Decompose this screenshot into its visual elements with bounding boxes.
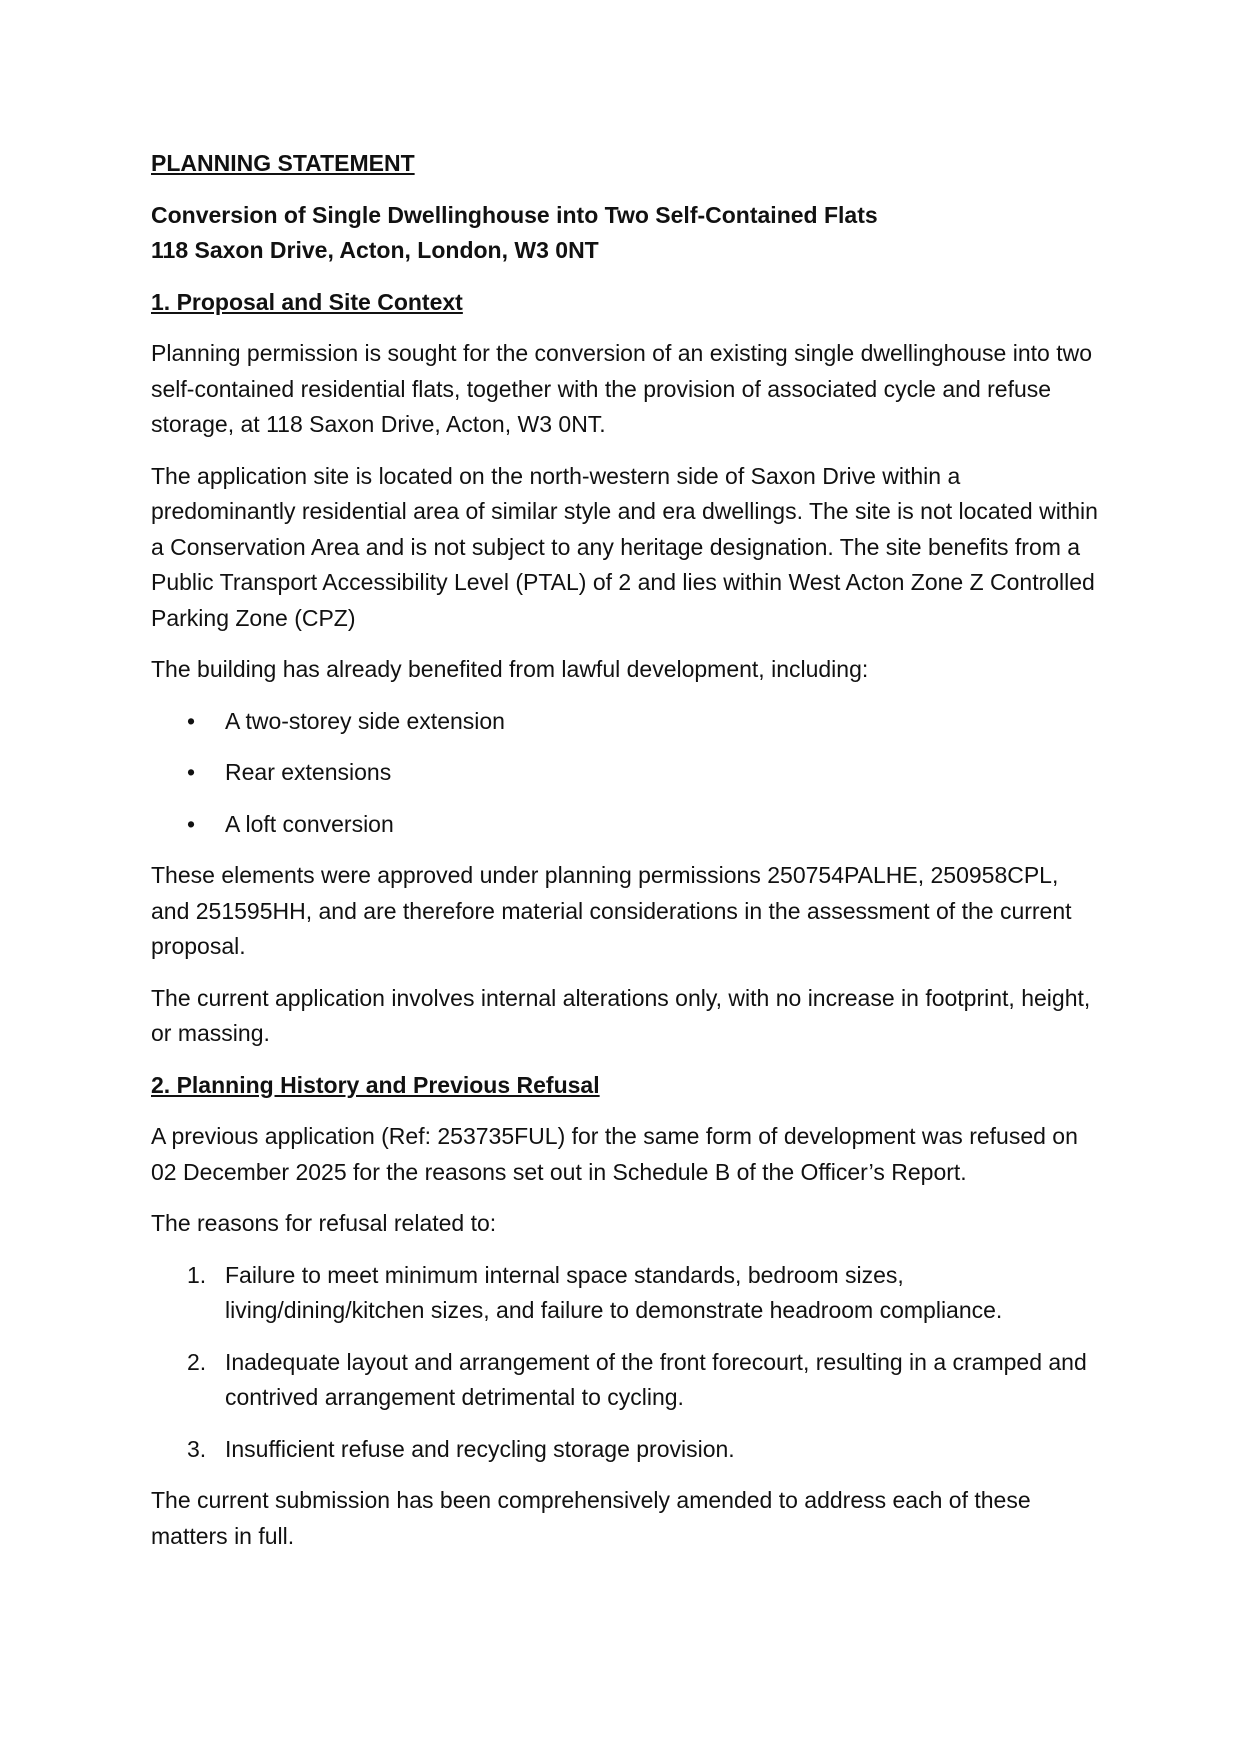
paragraph: The reasons for refusal related to: <box>151 1210 497 1236</box>
subtitle-proposal: Conversion of Single Dwellinghouse into Two Self-Contained Flats <box>151 201 878 228</box>
list-item-text: A loft conversion <box>225 810 394 837</box>
list-number: 2. <box>187 1348 207 1375</box>
list-item <box>151 807 1101 843</box>
paragraph: The current application involves internal alterations only, with no increase in footprint, height, or massing. <box>151 984 1091 1046</box>
bullet-icon: • <box>187 759 196 785</box>
lawful-development-list <box>151 704 1101 843</box>
refusal-reasons-list <box>151 1258 1101 1468</box>
paragraph: These elements were approved under planning permissions 250754PALHE, 250958CPL, and 251595HH, and are therefore material considerations in the assessment of the current proposal. <box>151 862 1072 959</box>
document-page <box>151 146 1101 1570</box>
list-item <box>151 704 1101 740</box>
list-item <box>151 1345 1101 1416</box>
paragraph: The building has already benefited from lawful development, including: <box>151 656 869 682</box>
list-item-text: Inadequate layout and arrangement of the front forecourt, resulting in a cramped and contrived arrangement detrimental to cycling. <box>225 1348 1087 1410</box>
list-item <box>151 1432 1101 1468</box>
list-item <box>151 1258 1101 1329</box>
paragraph: Planning permission is sought for the conversion of an existing single dwellinghouse into two self-contained residential flats, together with the provision of associated cycle and refuse storage, at 118 Saxon Drive, Acton, W3 0NT. <box>151 340 1092 437</box>
subtitle-address: 118 Saxon Drive, Acton, London, W3 0NT <box>151 237 599 263</box>
paragraph: The current submission has been comprehensively amended to address each of these matters in full. <box>151 1487 1031 1549</box>
section-heading-proposal: 1. Proposal and Site Context <box>151 288 463 315</box>
document-subtitle <box>151 198 1101 269</box>
section-heading-planning-history: 2. Planning History and Previous Refusal <box>151 1071 600 1098</box>
paragraph: A previous application (Ref: 253735FUL) for the same form of development was refused on 02 December 2025 for the reasons set out in Schedule B of the Officer’s Report. <box>151 1123 1078 1185</box>
list-item-text: Insufficient refuse and recycling storage provision. <box>225 1435 735 1462</box>
list-item <box>151 755 1101 791</box>
list-item-text: Failure to meet minimum internal space standards, bedroom sizes, living/dining/kitchen sizes, and failure to demonstrate headroom compliance. <box>225 1261 1003 1323</box>
bullet-icon: • <box>187 810 196 837</box>
list-number: 3. <box>187 1435 207 1462</box>
document-title: PLANNING STATEMENT <box>151 150 415 176</box>
list-number: 1. <box>187 1261 207 1288</box>
list-item-text: A two-storey side extension <box>225 707 505 734</box>
bullet-icon: • <box>187 707 196 734</box>
paragraph: The application site is located on the north-western side of Saxon Drive within a predominantly residential area of similar style and era dwellings. The site is not located within a Conservation Area and is not subject to any heritage designation. The site benefits from a Public Transport Accessibility Level (PTAL) of 2 and lies within West Acton Zone Z Controlled Parking Zone (CPZ) <box>151 462 1098 631</box>
list-item-text: Rear extensions <box>225 759 392 785</box>
